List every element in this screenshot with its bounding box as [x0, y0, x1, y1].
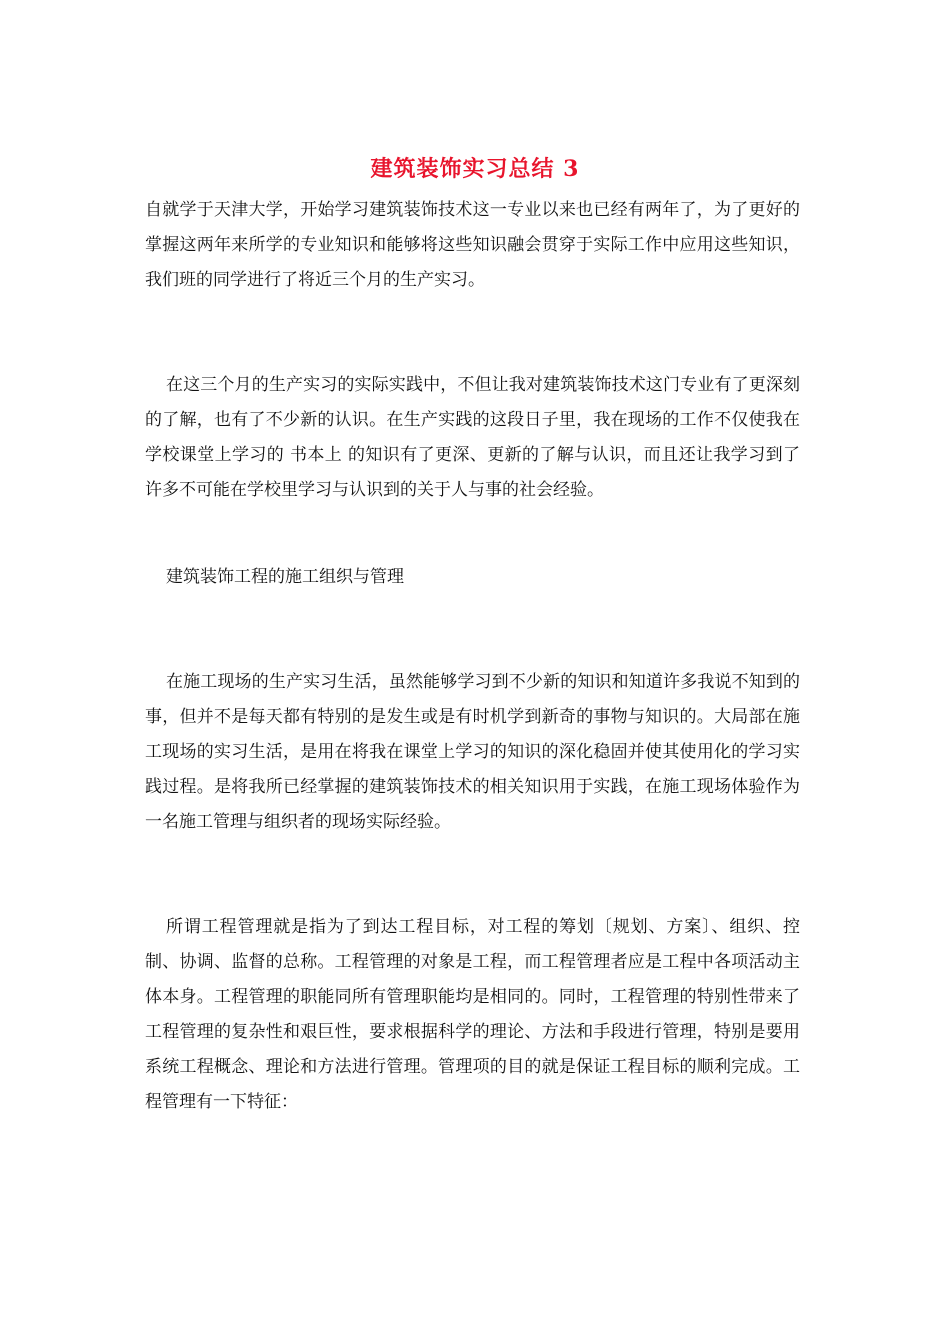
paragraph-intro: 自就学于天津大学，开始学习建筑装饰技术这一专业以来也已经有两年了，为了更好的掌握这两年来所学的专业知识和能够将这些知识融会贯穿于实际工作中应用这些知识，我们班的同学进行了将近三个月的生产实习。: [145, 200, 800, 290]
paragraph-practice: 在这三个月的生产实习的实际实践中，不但让我对建筑装饰技术这门专业有了更深刻的了解，也有了不少新的认识。在生产实践的这段日子里，我在现场的工作不仅使我在学校课堂上学习的 书本上 的知识有了更深、更新的了解与认识，而且还让我学习到了许多不可能在学校里学习与认识到的关于人与事的社会经验。: [145, 375, 800, 500]
paragraph-spacer: [145, 840, 800, 910]
section-heading: 建筑装饰工程的施工组织与管理: [166, 567, 404, 587]
paragraph-spacer: [145, 595, 800, 665]
document-body: [145, 193, 800, 1120]
paragraph-site-life: 在施工现场的生产实习生活，虽然能够学习到不少新的知识和知道许多我说不知到的事，但并不是每天都有特别的是发生或是有时机学到新奇的事物与知识的。大局部在施工现场的实习生活，是用在将我在课堂上学习的知识的深化稳固并使其使用化的学习实践过程。是将我所已经掌握的建筑装饰技术的相关知识用于实践，在施工现场体验作为一名施工管理与组织者的现场实际经验。: [145, 672, 800, 832]
paragraph-spacer: [145, 298, 800, 368]
paragraph-project-management: 所谓工程管理就是指为了到达工程目标，对工程的筹划〔规划、方案〕、组织、控制、协调、监督的总称。工程管理的对象是工程，而工程管理者应是工程中各项活动主体本身。工程管理的职能同所有管理职能均是相同的。同时，工程管理的特别性带来了工程管理的复杂性和艰巨性，要求根据科学的理论、方法和手段进行管理，特别是要用系统工程概念、理论和方法进行管理。管理项的目的就是保证工程目标的顺利完成。工程管理有一下特征：: [145, 917, 800, 1112]
paragraph-spacer: [145, 508, 800, 560]
document-title: 建筑装饰实习总结 3: [370, 156, 580, 182]
